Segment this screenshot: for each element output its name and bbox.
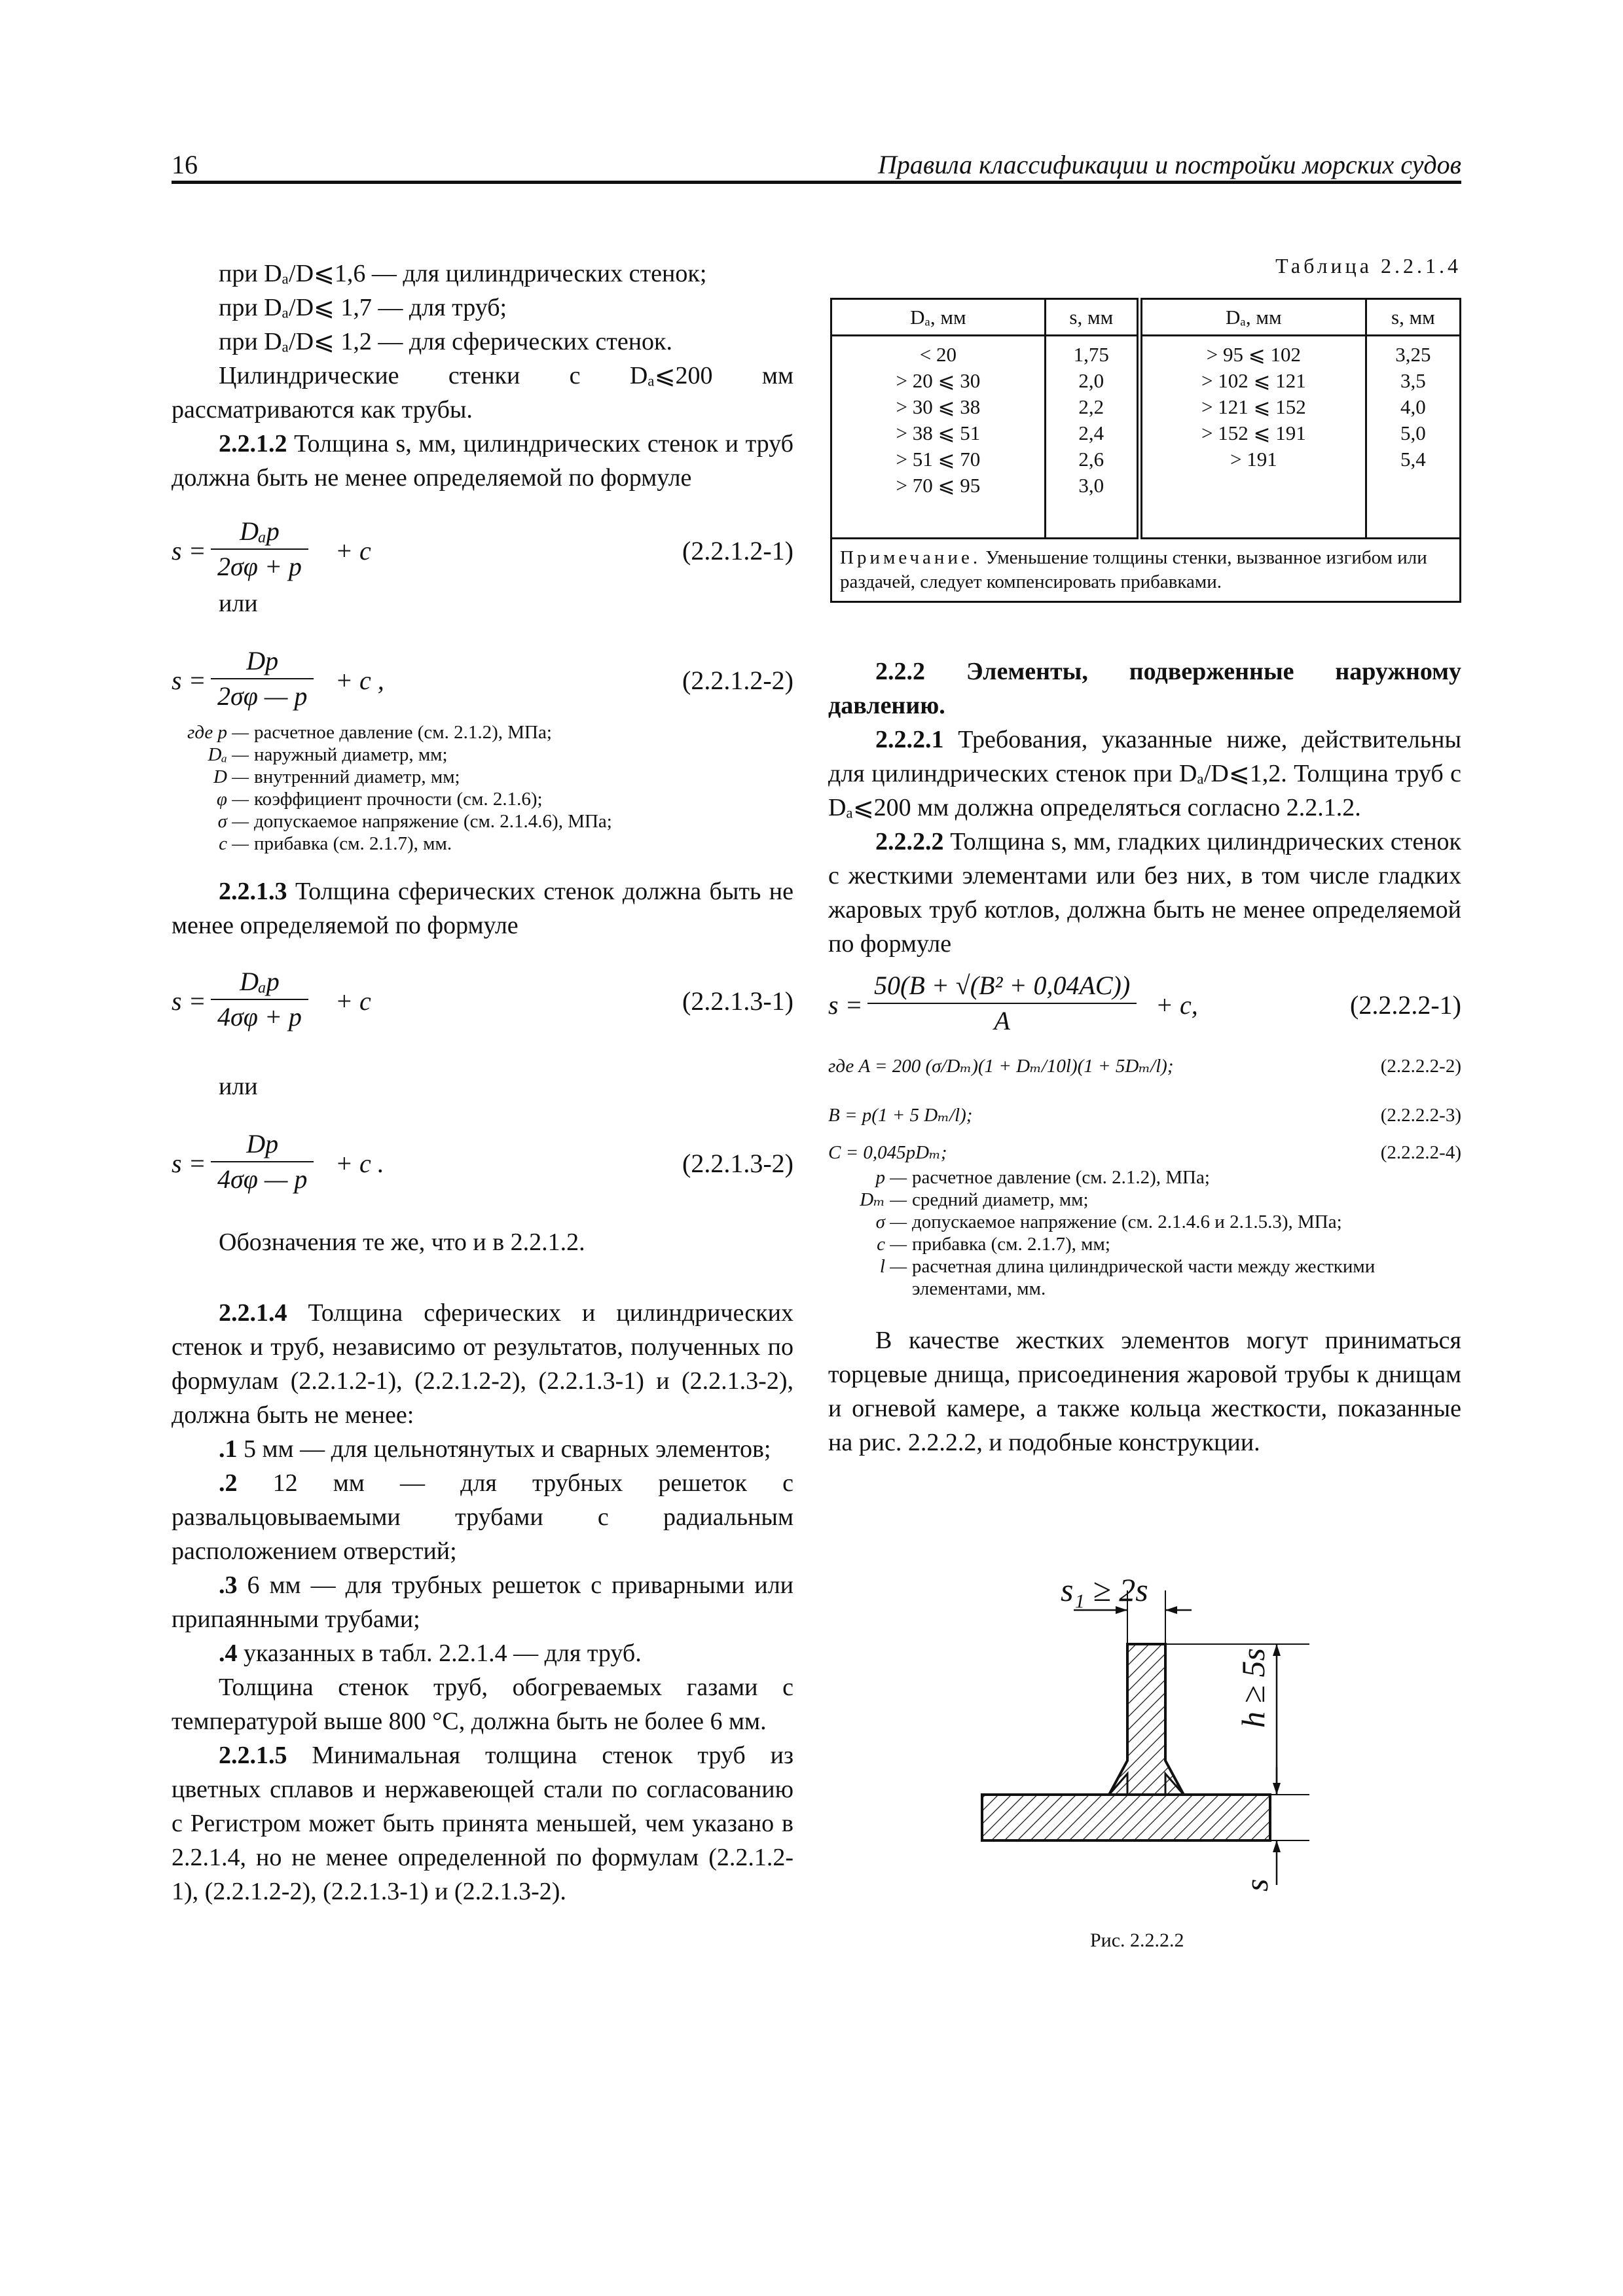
formula-text: B = p(1 + 5 Dₘ/l);: [828, 1105, 973, 1126]
formula-text: где A = 200 (σ/Dₘ)(1 + Dₘ/10l)(1 + 5Dₘ/l);: [828, 1056, 1174, 1077]
symbol-row: [828, 1189, 1461, 1211]
section-number: 2.2.2.2: [875, 828, 944, 855]
section-text: Толщина s, мм, гладких цилиндрических стенок с жесткими элементами или без них, в том числе гладких жаровых труб котлов, должна быть не менее определяемой по формуле: [828, 828, 1461, 958]
page-number: 16: [172, 150, 198, 179]
section-number: 2.2.1.5: [219, 1742, 287, 1769]
list-item: [172, 1432, 793, 1466]
symbol: σ —: [217, 811, 249, 832]
symbol: D —: [213, 766, 249, 787]
formula-2-2-2-2-4: [828, 1141, 1461, 1166]
symbol-definition: допускаемое напряжение (см. 2.1.4.6 и 2.1.5.3), МПа;: [912, 1211, 1342, 1232]
column-header: s, мм: [1366, 299, 1460, 336]
formula-2-2-1-2-2: [172, 644, 793, 716]
table-cell: > 30 ⩽ 38: [896, 395, 981, 418]
section-number: 2.2.1.2: [219, 430, 287, 457]
list-item: [172, 1568, 793, 1636]
figure-caption: Рис. 2.2.2.2: [1090, 1929, 1184, 1951]
fraction: [211, 514, 308, 584]
item-number: .4: [219, 1640, 238, 1667]
formula-lhs: s =: [828, 990, 863, 1020]
symbol-definition: прибавка (см. 2.1.7), мм.: [254, 833, 452, 854]
equation-number: (2.2.1.3-2): [682, 1149, 793, 1178]
table-cell: 3,25: [1395, 343, 1431, 366]
denominator: 4σφ — p: [211, 1161, 314, 1196]
equation-number: (2.2.2.2-2): [1380, 1056, 1461, 1077]
table-cell: > 152 ⩽ 191: [1201, 422, 1306, 444]
item-number: .2: [219, 1469, 238, 1497]
table-cell: 2,0: [1078, 369, 1104, 392]
table-cell: > 38 ⩽ 51: [896, 422, 981, 444]
formula-tail: + c .: [335, 1149, 384, 1178]
formula-text: C = 0,045pDₘ;: [828, 1142, 947, 1163]
table-column-da-right: [1139, 336, 1366, 539]
section-2-2-1-4: [172, 1296, 793, 1432]
equation-number: (2.2.2.2-1): [1350, 990, 1461, 1020]
list-item: [172, 1466, 793, 1568]
symbol: c —: [219, 833, 249, 854]
item-number: .3: [219, 1571, 238, 1599]
table-cell: 5,0: [1400, 422, 1426, 444]
symbol: Dₘ —: [860, 1189, 907, 1210]
item-text: 6 мм — для трубных решеток с приварными или припаянными трубами;: [172, 1571, 793, 1633]
symbol-definition: коэффициент прочности (см. 2.1.6);: [254, 789, 543, 810]
symbol: Dₐ —: [208, 744, 249, 765]
symbol: c —: [877, 1234, 907, 1255]
table-column-s-left: [1045, 336, 1139, 539]
or-word: или: [219, 590, 258, 617]
symbol-row: [828, 1211, 1461, 1233]
running-title: Правила классификации и постройки морских судов: [877, 150, 1461, 179]
section-text: Толщина сферических и цилиндрических стенок и труб, независимо от результатов, полученных по формулам (2.2.1.2-1), (2.2.1.2-2), (2.2.1.3-1) и (2.2.1.3-2), должна быть не менее:: [172, 1299, 793, 1429]
table-cell: > 70 ⩽ 95: [896, 474, 981, 497]
section-2-2-1-5: [172, 1738, 793, 1909]
denominator: 2σφ — p: [211, 678, 314, 713]
equation-number: (2.2.1.2-2): [682, 666, 793, 695]
note-text: Уменьшение толщины стенки, вызванное изгибом или раздачей, следует компенсировать прибавками.: [840, 547, 1427, 592]
or-word: или: [219, 1073, 258, 1100]
condition-line: при Dₐ/D⩽ 1,2 — для сферических стенок.: [219, 328, 672, 355]
column-header: s, мм: [1045, 299, 1139, 336]
numerator: Dp: [246, 646, 279, 675]
symbols-list: [172, 721, 793, 855]
section-number: 2.2.1.4: [219, 1299, 287, 1327]
formula-lhs: s =: [172, 1149, 206, 1178]
table-cell: > 102 ⩽ 121: [1201, 369, 1306, 392]
symbol: где p —: [187, 722, 249, 743]
figure-2-2-2-2: [976, 1571, 1316, 1898]
numerator: Dp: [246, 1129, 279, 1158]
symbol-row: [172, 833, 793, 855]
formula-lhs: s =: [172, 986, 206, 1016]
numerator: Dₐp: [240, 967, 280, 996]
section-2-2-2-1: [828, 723, 1461, 825]
table-cell: > 95 ⩽ 102: [1206, 343, 1301, 366]
table-cell: 3,0: [1078, 474, 1104, 497]
fraction: [211, 644, 314, 713]
paragraph: Толщина стенок труб, обогреваемых газами с температурой выше 800 °C, должна быть не более 6 мм.: [172, 1674, 793, 1735]
symbol-row: [172, 721, 793, 744]
item-text: 5 мм — для цельнотянутых и сварных элементов;: [237, 1435, 771, 1463]
formula-lhs: s =: [172, 536, 206, 565]
symbol-definition: расчетная длина цилиндрической части между жесткими элементами, мм.: [912, 1256, 1376, 1299]
paragraph: Цилиндрические стенки с Dₐ⩽200 мм рассматриваются как трубы.: [172, 362, 793, 423]
section-2-2-2-2: [828, 825, 1461, 961]
label-h: h ≥ 5s: [1235, 1648, 1271, 1728]
section-text: Толщина сферических стенок должна быть не менее определяемой по формуле: [172, 878, 793, 939]
table-cell: 2,4: [1078, 422, 1104, 444]
symbol-row: [828, 1233, 1461, 1255]
list-item: [172, 1636, 793, 1670]
stiffener-ring-drawing: [976, 1571, 1316, 1898]
formula-2-2-1-3-2: [172, 1127, 793, 1199]
table-cell: 4,0: [1400, 395, 1426, 418]
formula-lhs: s =: [172, 666, 206, 695]
denominator: A: [867, 1003, 1137, 1038]
symbol: l —: [879, 1256, 907, 1277]
symbol-row: [172, 788, 793, 810]
table-note: [831, 539, 1461, 602]
denominator: 2σφ + p: [211, 548, 308, 584]
base-plate: [982, 1795, 1270, 1840]
symbol-row: [172, 766, 793, 788]
paragraph: В качестве жестких элементов могут приниматься торцевые днища, присоединения жаровой трубы к днищам и огневой камере, а также кольца жесткости, показанные на рис. 2.2.2.2, и подобные конструкции.: [828, 1327, 1461, 1456]
symbol: φ —: [216, 789, 249, 810]
symbol-row: [172, 744, 793, 766]
formula-2-2-2-2-2: [828, 1043, 1461, 1089]
table-cell: 3,5: [1400, 369, 1426, 392]
denominator: 4σφ + p: [211, 999, 308, 1034]
table-cell: 2,2: [1078, 395, 1104, 418]
symbol-definition: расчетное давление (см. 2.1.2), МПа;: [254, 722, 552, 743]
paragraph: Обозначения те же, что и в 2.2.1.2.: [219, 1229, 585, 1256]
formula-2-2-1-3-1: [172, 965, 793, 1037]
note-label: Примечание.: [840, 547, 981, 568]
equation-number: (2.2.1.2-1): [682, 536, 793, 565]
fraction: [867, 969, 1137, 1038]
table-cell: > 121 ⩽ 152: [1201, 395, 1306, 418]
label-s: s: [1238, 1878, 1275, 1892]
formula-tail: + c,: [1156, 990, 1198, 1020]
formula-tail: + c: [335, 986, 371, 1016]
equation-number: (2.2.2.2-3): [1380, 1105, 1461, 1126]
symbol: σ —: [875, 1211, 907, 1232]
left-column: [172, 257, 793, 1909]
section-number: 2.2.2.1: [875, 726, 944, 753]
symbol-row: [828, 1166, 1461, 1189]
label-s1: s₁ ≥ 2s: [1061, 1571, 1148, 1608]
symbol-definition: прибавка (см. 2.1.7), мм;: [912, 1234, 1110, 1255]
table-column-s-right: [1366, 336, 1460, 539]
table-cell: 1,75: [1073, 343, 1109, 366]
table-caption: Таблица 2.2.1.4: [1275, 254, 1461, 278]
formula-tail: + c: [335, 536, 371, 565]
table-cell: < 20: [919, 343, 957, 366]
section-text: Минимальная толщина стенок труб из цветных сплавов и нержавеющей стали по согласованию с Регистром может быть принята меньшей, чем указано в 2.2.1.4, но не менее определенной по формулам (2.2.1.2-1), (2.2.1.2-2), (2.2.1.3-1) и (2.2.1.3-2).: [172, 1742, 793, 1905]
fraction: [211, 965, 308, 1034]
table-2-2-1-4: [830, 298, 1461, 603]
section-number: 2.2.1.3: [219, 878, 287, 905]
right-column: [828, 655, 1461, 1460]
symbol-row: [828, 1255, 1461, 1300]
requirements-list: [172, 1432, 793, 1670]
numerator: 50(B + √(B² + 0,04AC)): [874, 971, 1131, 1000]
table-cell: > 20 ⩽ 30: [896, 369, 981, 392]
symbols-list: [828, 1166, 1461, 1300]
column-header: Dₐ, мм: [1139, 299, 1366, 336]
symbol-definition: расчетное давление (см. 2.1.2), МПа;: [912, 1167, 1210, 1188]
section-2-2-2-title: 2.2.2 Элементы, подверженные наружному давлению.: [828, 658, 1461, 719]
condition-line: при Dₐ/D⩽ 1,7 — для труб;: [219, 294, 507, 321]
item-text: указанных в табл. 2.2.1.4 — для труб.: [237, 1640, 642, 1667]
formula-tail: + c ,: [335, 666, 384, 695]
formula-2-2-2-2-1: [828, 969, 1461, 1037]
formula-2-2-1-2-1: [172, 514, 793, 586]
item-text: 12 мм — для трубных решеток с развальцовываемыми трубами с радиальным расположением отверстий;: [172, 1469, 793, 1565]
numerator: Dₐp: [240, 516, 280, 546]
section-text: Толщина s, мм, цилиндрических стенок и труб должна быть не менее определяемой по формуле: [172, 430, 793, 492]
symbol-definition: внутренний диаметр, мм;: [254, 766, 460, 787]
symbol-definition: средний диаметр, мм;: [912, 1189, 1089, 1210]
section-2-2-1-2: [172, 427, 793, 495]
table-cell: > 51 ⩽ 70: [896, 448, 981, 471]
condition-line: при Dₐ/D⩽1,6 — для цилиндрических стенок;: [219, 260, 707, 287]
table-cell: 2,6: [1078, 448, 1104, 471]
formula-2-2-2-2-3: [828, 1089, 1461, 1141]
symbol: p —: [875, 1167, 907, 1188]
symbol-definition: наружный диаметр, мм;: [254, 744, 448, 765]
equation-number: (2.2.2.2-4): [1380, 1142, 1461, 1163]
column-header: Dₐ, мм: [831, 299, 1046, 336]
symbol-definition: допускаемое напряжение (см. 2.1.4.6), МПа;: [254, 811, 612, 832]
section-2-2-1-3: [172, 874, 793, 942]
equation-number: (2.2.1.3-1): [682, 986, 793, 1016]
table-cell: > 191: [1230, 448, 1277, 471]
symbol-row: [172, 810, 793, 833]
section-text: Требования, указанные ниже, действительны для цилиндрических стенок при Dₐ/D⩽1,2. Толщина труб с Dₐ⩽200 мм должна определяться согласно 2.2.1.2.: [828, 726, 1461, 821]
table-column-da-left: [831, 336, 1046, 539]
fraction: [211, 1127, 314, 1196]
item-number: .1: [219, 1435, 238, 1463]
stiffener-rib: [1109, 1644, 1184, 1795]
header-rule: [172, 181, 1461, 184]
table-cell: 5,4: [1400, 448, 1426, 471]
